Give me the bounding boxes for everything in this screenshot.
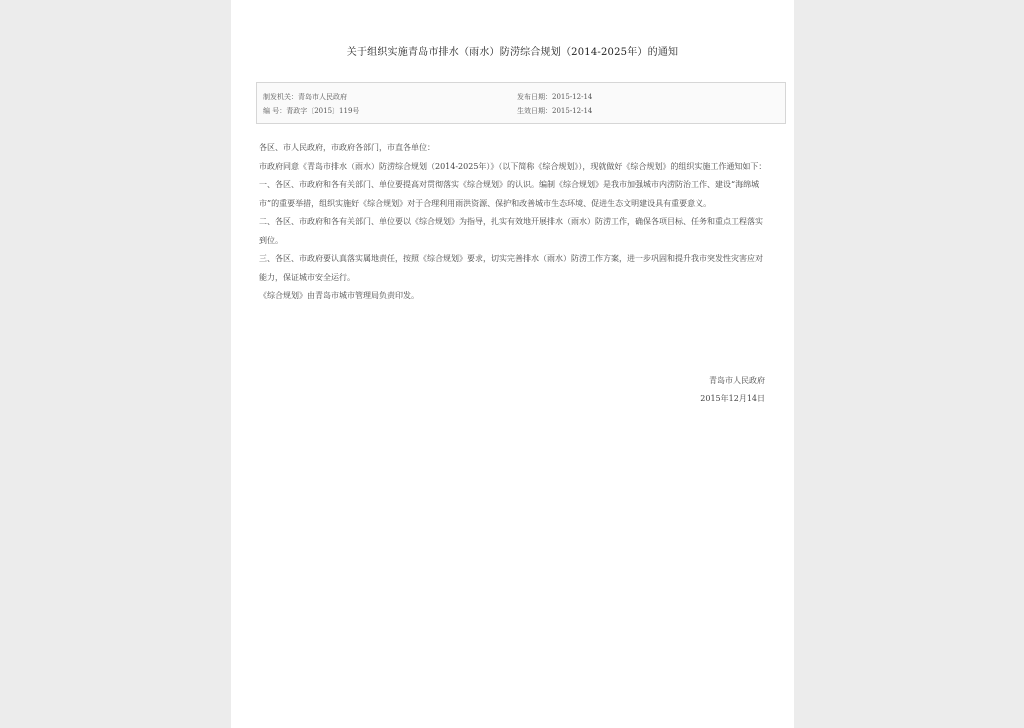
paragraph-2: 二、各区、市政府和各有关部门、单位要以《综合规划》为指导，扎实有效地开展排水（雨水）防涝工作，确保各项目标、任务和重点工程落实到位。 <box>259 217 763 245</box>
paragraph-3: 三、各区、市政府要认真落实属地责任，按照《综合规划》要求，切实完善排水（雨水）防涝工作方案，进一步巩固和提升我市突发性灾害应对能力，保证城市安全运行。 <box>259 254 763 282</box>
meta-effective-date: 生效日期：2015-12-14 <box>517 107 593 115</box>
document-page <box>231 0 794 728</box>
meta-doc-number: 编 号：青政字〔2015〕119号 <box>263 107 360 115</box>
paragraph-1: 一、各区、市政府和各有关部门、单位要提高对贯彻落实《综合规划》的认识。编制《综合规划》是我市加强城市内涝防治工作、建设“海绵城市”的重要举措，组织实施好《综合规划》对于合理利用雨洪资源、保护和改善城市生态环境、促进生态文明建设具有重要意义。 <box>259 180 760 208</box>
paragraph-closing: 《综合规划》由青岛市城市管理局负责印发。 <box>259 291 419 300</box>
signature-issuer: 青岛市人民政府 <box>709 376 765 385</box>
document-body <box>259 139 767 306</box>
salutation: 各区、市人民政府，市政府各部门，市直各单位： <box>259 143 435 152</box>
signature-block <box>231 372 765 408</box>
paragraph-intro: 市政府同意《青岛市排水（雨水）防涝综合规划（2014-2025年）》（以下简称《综合规划》），现就做好《综合规划》的组织实施工作通知如下： <box>259 161 767 171</box>
signature-date: 2015年12月14日 <box>700 394 765 403</box>
meta-issuer: 制发机关：青岛市人民政府 <box>263 93 347 101</box>
document-title: 关于组织实施青岛市排水（雨水）防涝综合规划（2014-2025年）的通知 <box>346 47 679 58</box>
meta-publish-date: 发布日期：2015-12-14 <box>517 93 593 101</box>
document-meta-box <box>256 82 786 124</box>
